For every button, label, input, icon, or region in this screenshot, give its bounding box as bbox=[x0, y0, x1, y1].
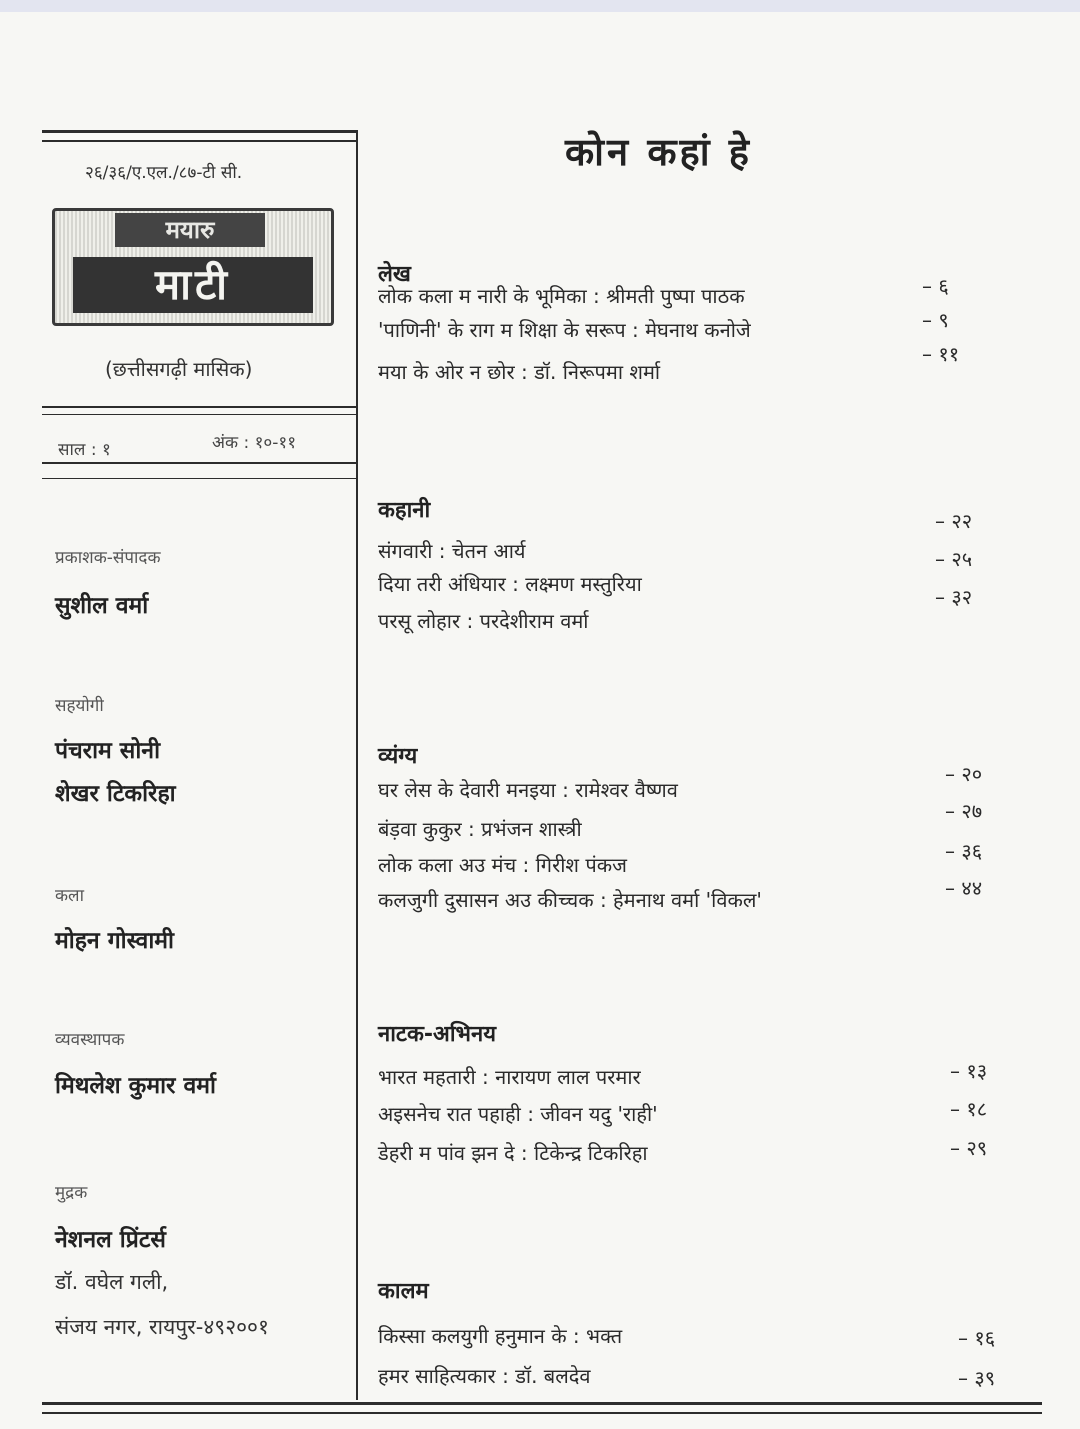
toc-entry: अइसनेच रात पहाही : जीवन यदु 'राही' bbox=[378, 1102, 658, 1126]
credit-name-associate-2: शेखर टिकरिहा bbox=[55, 781, 176, 807]
toc-page: – ३९ bbox=[958, 1366, 996, 1390]
issue-rule-top-thin bbox=[42, 414, 356, 415]
credit-name-art: मोहन गोस्वामी bbox=[55, 928, 175, 954]
column-divider bbox=[356, 130, 358, 1400]
top-rule-thin bbox=[42, 140, 358, 142]
issue-rule-top bbox=[42, 406, 356, 408]
toc-entry: कलजुगी दुसासन अउ कीच्चक : हेमनाथ वर्मा 'विकल' bbox=[378, 888, 762, 912]
toc-entry: परसू लोहार : परदेशीराम वर्मा bbox=[378, 609, 589, 633]
logo-top-text: मयारु bbox=[115, 213, 265, 247]
credit-role-manager: व्यवस्थापक bbox=[55, 1030, 125, 1050]
section-title-columns: कालम bbox=[378, 1279, 429, 1304]
magazine-logo bbox=[52, 208, 334, 326]
toc-page: – ३६ bbox=[945, 839, 983, 863]
toc-page: – ११ bbox=[922, 342, 960, 366]
toc-page: – ३२ bbox=[935, 585, 973, 609]
toc-entry: लोक कला म नारी के भूमिका : श्रीमती पुष्पा पाठक bbox=[378, 284, 745, 308]
toc-entry: 'पाणिनी' के राग म शिक्षा के सरूप : मेघनाथ कनोजे bbox=[378, 318, 751, 342]
magazine-subtitle: (छत्तीसगढ़ी मासिक) bbox=[105, 357, 253, 381]
issue-number: अंक : १०-११ bbox=[212, 433, 297, 453]
credit-role-printer: मुद्रक bbox=[55, 1183, 88, 1203]
toc-entry: किस्सा कलयुगी हनुमान के : भक्त bbox=[378, 1324, 623, 1348]
toc-entry: दिया तरी अंधियार : लक्ष्मण मस्तुरिया bbox=[378, 572, 642, 596]
issue-rule-bottom bbox=[42, 462, 356, 464]
toc-entry: हमर साहित्यकार : डॉ. बलदेव bbox=[378, 1364, 591, 1388]
bottom-rule-thin bbox=[42, 1412, 1042, 1414]
toc-entry: बंड़वा कुकुर : प्रभंजन शास्त्री bbox=[378, 817, 582, 841]
toc-page: – १८ bbox=[950, 1097, 988, 1121]
toc-entry: मया के ओर न छोर : डॉ. निरूपमा शर्मा bbox=[378, 360, 661, 384]
toc-page: – ४४ bbox=[945, 876, 983, 900]
toc-page: – ६ bbox=[922, 274, 949, 298]
credit-name-printer: नेशनल प्रिंटर्स bbox=[55, 1227, 166, 1253]
printer-address-line-1: डॉ. वघेल गली, bbox=[55, 1270, 169, 1294]
toc-page: – २९ bbox=[950, 1136, 988, 1160]
screen-top-bar bbox=[0, 0, 1080, 12]
toc-page: – २० bbox=[945, 762, 983, 786]
toc-entry: लोक कला अउ मंच : गिरीश पंकज bbox=[378, 853, 627, 877]
toc-entry: घर लेस के देवारी मनइया : रामेश्वर वैष्णव bbox=[378, 778, 678, 802]
logo-main-text: माटी bbox=[73, 257, 313, 313]
printer-address-line-2: संजय नगर, रायपुर-४९२००१ bbox=[55, 1315, 269, 1339]
toc-page: – २२ bbox=[935, 509, 973, 533]
bottom-rule bbox=[42, 1402, 1042, 1405]
section-title-satire: व्यंग्य bbox=[378, 744, 418, 769]
credit-role-publisher: प्रकाशक-संपादक bbox=[55, 548, 161, 568]
toc-entry: भारत महतारी : नारायण लाल परमार bbox=[378, 1065, 641, 1089]
toc-page: – २७ bbox=[945, 799, 983, 823]
toc-entry: डेहरी म पांव झन दे : टिकेन्द्र टिकरिहा bbox=[378, 1141, 648, 1165]
contents-title: कोन कहां हे bbox=[565, 130, 752, 174]
credit-name-publisher: सुशील वर्मा bbox=[55, 593, 149, 619]
section-title-articles: लेख bbox=[378, 262, 411, 287]
credit-role-art: कला bbox=[55, 886, 84, 906]
top-rule bbox=[42, 130, 358, 133]
toc-page: – ९ bbox=[922, 308, 949, 332]
credit-name-manager: मिथलेश कुमार वर्मा bbox=[55, 1073, 216, 1099]
issue-rule-bottom-thin bbox=[42, 478, 356, 479]
credit-name-associate-1: पंचराम सोनी bbox=[55, 738, 161, 764]
toc-page: – २५ bbox=[935, 547, 973, 571]
credit-role-associates: सहयोगी bbox=[55, 696, 104, 716]
toc-entry: संगवारी : चेतन आर्य bbox=[378, 539, 526, 563]
toc-page: – १६ bbox=[958, 1326, 996, 1350]
issue-year: साल : १ bbox=[58, 440, 111, 460]
toc-page: – १३ bbox=[950, 1059, 988, 1083]
section-title-stories: कहानी bbox=[378, 498, 431, 523]
section-title-drama: नाटक-अभिनय bbox=[378, 1022, 496, 1047]
registration-number: २६/३६/ए.एल./८७-टी सी. bbox=[85, 163, 243, 183]
